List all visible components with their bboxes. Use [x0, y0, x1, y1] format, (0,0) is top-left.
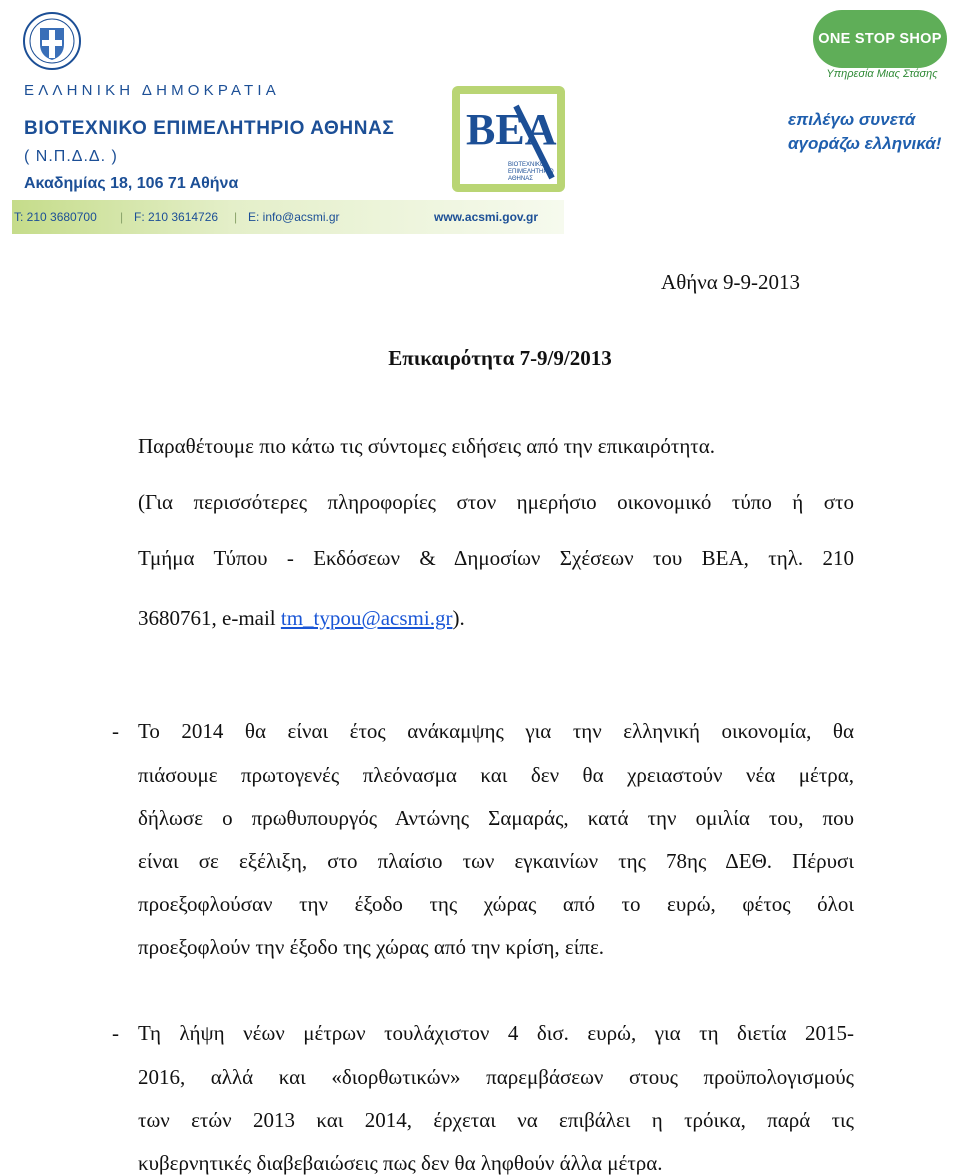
one-stop-shop-logo: ONE STOP SHOP	[813, 10, 947, 68]
intro-line: Παραθέτουμε πιο κάτω τις σύντομες ειδήσεις από την επικαιρότητα.	[138, 434, 715, 458]
news-line: Το 2014 θα είναι έτος ανάκαμψης για την ελληνική οικονομία, θα	[138, 719, 854, 743]
press-email-link[interactable]: tm_typou@acsmi.gr	[280, 606, 453, 630]
chamber-name: ΒΙΟΤΕΧΝΙΚΟ ΕΠΙΜΕΛΗΤΗΡΙΟ ΑΘΗΝΑΣ	[24, 118, 395, 139]
letterhead	[0, 0, 960, 240]
intro-line: (Για περισσότερες πληροφορίες στον ημερήσιο οικονομικό τύπο ή στο	[138, 490, 854, 514]
contact-bar: T: 210 3680700 | F: 210 3614726 | E: info@acsmi.gr www.acsmi.gov.gr	[12, 200, 564, 234]
news-line: προεξοφλούν την έξοδο της χώρας από την κρίση, είπε.	[138, 935, 605, 959]
news-line: Τη λήψη νέων μέτρων τουλάχιστον 4 δισ. ευρώ, για τη διετία 2015-	[138, 1021, 854, 1045]
bea-logo-icon	[452, 86, 565, 192]
phone-number: T: 210 3680700	[14, 210, 97, 224]
intro-line	[138, 606, 465, 631]
news-line: των ετών 2013 και 2014, έρχεται να επιβάλει η τρόικα, παρά τις	[138, 1108, 854, 1132]
chamber-address: Ακαδημίας 18, 106 71 Αθήνα	[24, 175, 239, 192]
document-title: Επικαιρότητα 7-9/9/2013	[388, 346, 612, 370]
svg-text:ΕΠΙΜΕΛΗΤΗΡΙΟ: ΕΠΙΜΕΛΗΤΗΡΙΟ	[508, 169, 554, 175]
greek-emblem-icon	[22, 10, 82, 72]
one-stop-shop-subtitle: Υπηρεσία Μιας Στάσης	[826, 68, 938, 80]
legal-form: ( Ν.Π.Δ.Δ. )	[24, 148, 118, 165]
republic-name: ΕΛΛΗΝΙΚΗ ΔΗΜΟΚΡΑΤΙΑ	[24, 82, 280, 99]
bullet-dash: -	[112, 719, 119, 743]
fax-number: F: 210 3614726	[134, 210, 219, 224]
slogan-line: επιλέγω συνετά	[788, 110, 916, 129]
news-line: δήλωσε ο πρωθυπουργός Αντώνης Σαμαράς, κατά την ομιλία του, που	[138, 806, 854, 830]
news-line: προεξοφλούσαν την έξοδο της χώρας από το ευρώ, φέτος όλοι	[138, 892, 854, 916]
intro-text: ).	[452, 606, 465, 630]
news-line: 2016, αλλά και «διορθωτικών» παρεμβάσεων στους προϋπολογισμούς	[138, 1065, 854, 1089]
svg-text:BEA: BEA	[466, 105, 557, 154]
svg-text:ΒΙΟΤΕΧΝΙΚΟ: ΒΙΟΤΕΧΝΙΚΟ	[508, 162, 545, 168]
news-line: είναι σε εξέλιξη, στο πλαίσιο των εγκαινίων της 78ης ΔΕΘ. Πέρυσι	[138, 849, 854, 873]
intro-text: 3680761, e-mail	[138, 606, 281, 630]
news-line: κυβερνητικές διαβεβαιώσεις πως δεν θα ληφθούν άλλα μέτρα.	[138, 1151, 663, 1175]
intro-line: Τμήμα Τύπου - Εκδόσεων & Δημοσίων Σχέσεων του ΒΕΑ, τηλ. 210	[138, 546, 854, 570]
document-date: Αθήνα 9-9-2013	[661, 270, 800, 294]
contact-email: E: info@acsmi.gr	[248, 210, 340, 224]
svg-text:ΑΘΗΝΑΣ: ΑΘΗΝΑΣ	[508, 176, 533, 182]
news-line: πιάσουμε πρωτογενές πλεόνασμα και δεν θα χρειαστούν νέα μέτρα,	[138, 763, 854, 787]
website-url: www.acsmi.gov.gr	[434, 210, 539, 224]
slogan-line: αγοράζω ελληνικά!	[788, 134, 942, 153]
bullet-dash: -	[112, 1021, 119, 1045]
slogan	[788, 108, 948, 156]
